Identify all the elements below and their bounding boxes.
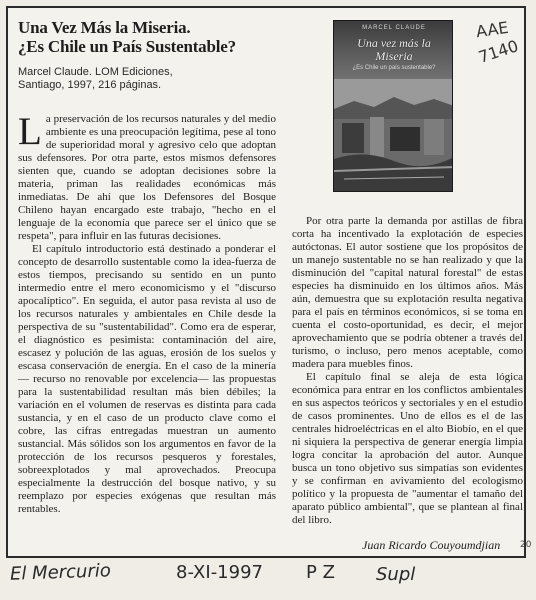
cover-title: Una vez más la Miseria <box>357 36 431 63</box>
review-title <box>18 18 328 56</box>
cover-author: MARCEL CLAUDE <box>362 25 426 31</box>
left-column <box>18 110 276 516</box>
handwritten-source-note <box>10 562 530 594</box>
hw-date: 8-XI-1997 <box>176 562 263 583</box>
source-line-1: Marcel Claude. LOM Ediciones, <box>18 66 173 78</box>
newspaper-clipping <box>6 6 526 558</box>
paragraph <box>18 110 276 243</box>
book-source <box>18 66 328 92</box>
title-line-1: Una Vez Más la Miseria. <box>18 18 191 37</box>
paragraph: El capítulo introductorio está destinado a ponderar el concepto de desarrollo sustentable como la idea-fuerza de estos tiempos, precisando su sentido en un punto intermedio entre el mero economicismo y el "discurso apocalíptico". En seguida, el autor pasa revista al uso de los recursos naturales y ambientales en Chile desde la perspectiva de su "sustentabilidad". Como era de esperar, el diagnóstico es pesimista: contaminación del aire, escasez y polución de las aguas, erosión de los suelos y escasa conservación de energía. En el caso de la minería — recurso no renovable por excelencia— las propuestas para la sustentabilidad resultan más bien débiles; la variación en el volumen de reservas es distinta para cada sustancia, y en el caso de un producto clave como el cobre, las cifras entregadas muestran un aumento sustancial. Más sólidos son los argumentos en favor de la protección de los recursos pesqueros y forestales, sobreexplotados y mal aprovechados. Preocupa especialmente la destrucción del bosque nativo, y su reemplazo por especies exógenas que resultan más rentables. <box>18 243 276 515</box>
hw-note-line-2: 7140 <box>476 36 521 67</box>
hw-supplement: Supl <box>376 564 416 585</box>
paragraph: El capítulo final se aleja de esta lógica económica para entrar en los conflictos ambientales en sus aspectos teóricos y sectoriales y en el estudio de casos prominentes. Uno de ellos es el de las centrales hidroeléctricas en el alto Biobío, en el que ni siquiera la perspectiva de generar energía limpia logra concitar la aprobación del autor. Aunque busca un tono objetivo sus simpatías son evidentes y se confirman en avivamiento del ecologismo político y la propuesta de "aumentar el tamaño del aparato público ambiental", que se plantean al final del libro. <box>292 371 523 526</box>
right-column <box>292 215 523 527</box>
hw-note-line-1: AAE <box>474 17 510 42</box>
review-author-signature: Juan Ricardo Couyoumdjian <box>362 538 501 552</box>
margin-mark: 20 <box>520 540 532 550</box>
cover-subtitle: ¿Es Chile un país sustentable? <box>352 65 436 71</box>
paragraph-text: a preservación de los recursos naturales y del medio ambiente es una preocupación legítima, pese al tono de superioridad moral y agresivo celo que adoptan sus defensores. Por otra parte, estos mismos defensores sienten que, cuando se adoptan decisiones sobre la materia, priman las realidades económicas más inmediatas. De ahí que los Defensores del Bosque Chileno hayan encargado este trabajo, "hecho en el lenguaje de la economía que parece ser el único que se respeta", para influir en las futuras decisiones. <box>18 113 276 242</box>
source-line-2: Santiago, 1997, 216 páginas. <box>18 79 162 91</box>
hw-newspaper-name: El Mercurio <box>9 560 112 585</box>
title-line-2: ¿Es Chile un País Sustentable? <box>18 37 236 56</box>
paragraph: Por otra parte la demanda por astillas de fibra corta ha incentivado la explotación de especies autóctonas. El autor sostiene que los propósitos de un manejo sustentable no se han realizado y que la disminución del "capital natural forestal" de estas especies ha disminuido en los últimos años. Más aún, demuestra que su explotación resulta negativa para el país en términos económicos, si se toma en cuenta el costo-oportunidad, es decir, el mejor aprovechamiento que se podría obtener a través del turismo, o incluso, pero menos aceptable, como madera para muebles finos. <box>292 215 523 370</box>
hw-page: P Z <box>306 562 335 583</box>
handwritten-catalog-note <box>470 17 530 80</box>
article-body <box>18 110 523 553</box>
drop-cap: L <box>18 110 42 153</box>
